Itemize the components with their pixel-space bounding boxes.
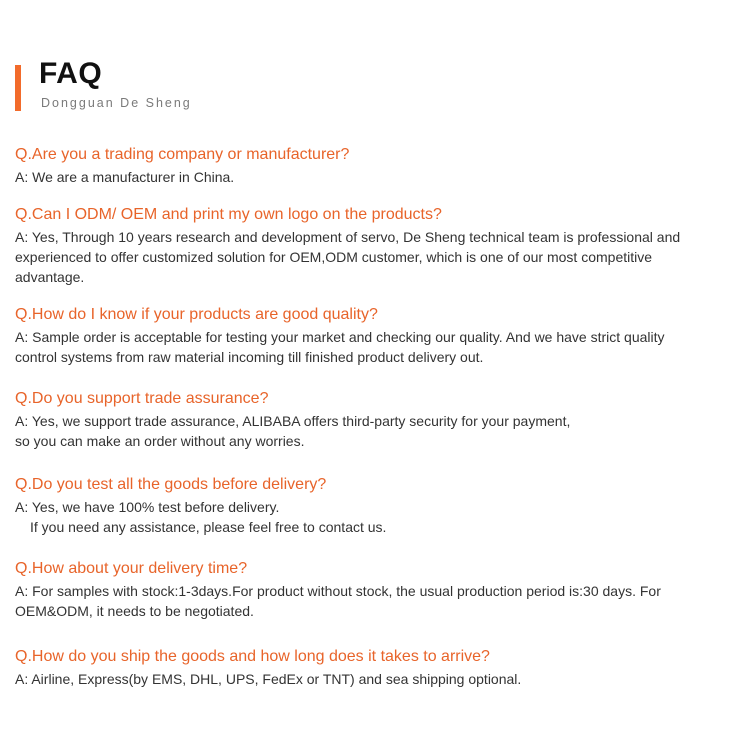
answer-line: A: Airline, Express(by EMS, DHL, UPS, FedEx or TNT) and sea shipping optional. (15, 671, 522, 687)
answer-line: A: We are a manufacturer in China. (15, 169, 235, 185)
faq-answer (15, 669, 715, 689)
faq-answer (15, 227, 715, 287)
faq-answer (15, 497, 715, 537)
faq-question: Q.How do you ship the goods and how long does it takes to arrive? (15, 648, 490, 665)
accent-bar (15, 65, 21, 111)
answer-line: experienced to offer customized solution for OEM,ODM customer, which is one of our most competitive (15, 249, 653, 265)
answer-line: advantage. (15, 269, 85, 285)
faq-item (15, 559, 715, 621)
faq-answer (15, 411, 715, 451)
page-subtitle: Dongguan De Sheng (41, 96, 192, 110)
faq-item (15, 205, 715, 287)
faq-answer (15, 327, 715, 367)
faq-item (15, 305, 715, 367)
answer-line: A: Yes, we support trade assurance, ALIBABA offers third-party security for your payment, (15, 413, 571, 429)
faq-item (15, 647, 715, 689)
faq-question: Q.How about your delivery time? (15, 560, 248, 577)
answer-line: If you need any assistance, please feel free to contact us. (30, 519, 387, 535)
answer-line: A: For samples with stock:1-3days.For product without stock, the usual production period is:30 days. For (15, 583, 661, 599)
answer-line: so you can make an order without any worries. (15, 433, 305, 449)
answer-line: A: Yes, we have 100% test before delivery. (15, 499, 280, 515)
faq-question: Q.How do I know if your products are good quality? (15, 306, 378, 323)
answer-line: A: Yes, Through 10 years research and development of servo, De Sheng technical team is professional and (15, 229, 681, 245)
faq-question: Q.Are you a trading company or manufacturer? (15, 146, 350, 163)
faq-item (15, 475, 715, 537)
faq-answer (15, 581, 715, 621)
faq-question: Q.Do you support trade assurance? (15, 390, 269, 407)
faq-question: Q.Do you test all the goods before delivery? (15, 476, 327, 493)
answer-line: OEM&ODM, it needs to be negotiated. (15, 603, 254, 619)
page-title: FAQ (39, 57, 103, 90)
answer-line: control systems from raw material incoming till finished product delivery out. (15, 349, 484, 365)
answer-line: A: Sample order is acceptable for testing your market and checking our quality. And we have strict quality (15, 329, 665, 345)
faq-item (15, 389, 715, 451)
faq-item (15, 145, 715, 187)
faq-question: Q.Can I ODM/ OEM and print my own logo on the products? (15, 206, 442, 223)
faq-answer (15, 167, 715, 187)
